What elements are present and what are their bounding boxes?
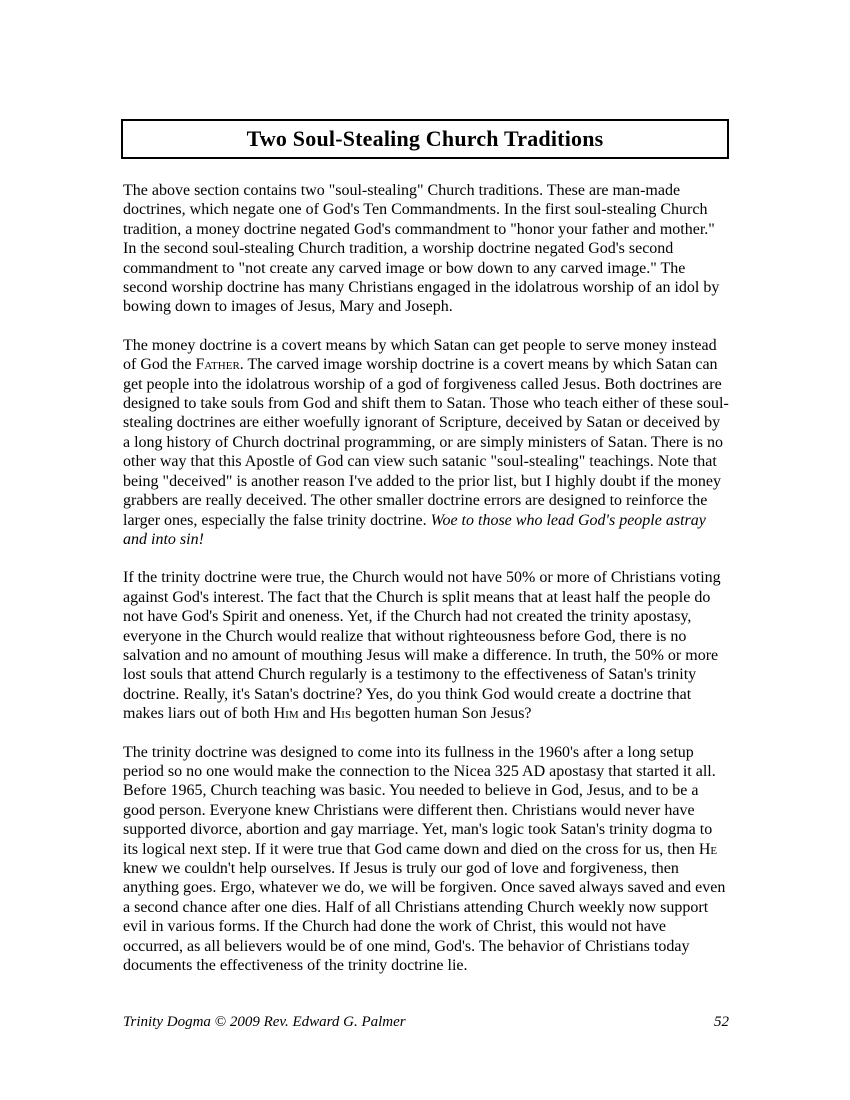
- section-title: Two Soul-Stealing Church Traditions: [246, 126, 604, 151]
- text-run: His: [329, 705, 352, 723]
- paragraph-1: [123, 181, 729, 317]
- page-footer: [123, 1014, 729, 1031]
- footer-book-credit: Trinity Dogma © 2009 Rev. Edward G. Palmer: [123, 1014, 406, 1030]
- text-run: Father: [195, 356, 240, 374]
- text-run: The trinity doctrine was designed to come into its fullness in the 1960's after a long setup period so no one would make the connection to the Nicea 325 AD apostasy that started it all. Before 1965, Church teaching was basic. You needed to believe in God, Jesus, and to be a good person. Everyone knew Christians were different then. Christians would never have supported divorce, abortion and gay marriage. Yet, man's logic took Satan's trinity dogma to its logical next step. If it were true that God came down and died on the cross for us, then: [123, 743, 716, 858]
- paragraph-2: [123, 336, 729, 549]
- text-run: and: [298, 705, 330, 723]
- text-run: He: [698, 840, 718, 858]
- text-run: begotten human Son Jesus?: [351, 705, 532, 723]
- text-run: knew we couldn't help ourselves. If Jesus is truly our god of love and forgiveness, then anything goes. Ergo, whatever we do, we will be forgiven. Once saved always saved and even a second chance after one dies. Half of all Christians attending Church weekly now support evil in various forms. If the Church had done the work of Christ, this would not have occurred, as all believers would be of one mind, God's. The behavior of Christians today documents the effectiveness of the trinity doctrine lie.: [123, 860, 726, 975]
- footer-page-number: 52: [714, 1014, 729, 1030]
- body-text: [123, 181, 729, 994]
- text-run: The money doctrine is a covert means by which Satan can get people to serve money instead of God the: [123, 336, 717, 374]
- paragraph-3: [123, 568, 729, 723]
- text-run: . The carved image worship doctrine is a covert means by which Satan can get people into the idolatrous worship of a god of forgiveness called Jesus. Both doctrines are designed to take souls from God and shift them to Satan. Those who teach either of these soul-stealing doctrines are either woefully ignorant of Scripture, deceived by Satan or deceived by a long history of Church doctrinal programming, or are simply ministers of Satan. There is no other way that this Apostle of God can view such satanic "soul-stealing" teachings. Note that being "deceived" is another reason I've added to the prior list, but I highly doubt if the money grabbers are really deceived. The other smaller doctrine errors are designed to reinforce the larger ones, especially the false trinity doctrine.: [123, 356, 729, 529]
- text-run: If the trinity doctrine were true, the Church would not have 50% or more of Christians voting against God's interest. The fact that the Church is split means that at least half the people do not have God's Spirit and oneness. Yet, if the Church had not created the trinity apostasy, everyone in the Church would realize that without righteousness before God, there is no salvation and no amount of mouthing Jesus will make a difference. In truth, the 50% or more lost souls that attend Church regularly is a testimony to the effectiveness of Satan's trinity doctrine. Really, it's Satan's doctrine? Yes, do you think God would create a doctrine that makes liars out of both: [123, 569, 721, 723]
- text-run: Woe to those who lead God's people astray and into sin!: [123, 511, 706, 548]
- paragraph-4: [123, 743, 729, 976]
- text-run: Him: [273, 705, 299, 723]
- section-title-box: [121, 119, 729, 159]
- text-run: The above section contains two "soul-stealing" Church traditions. These are man-made doctrines, which negate one of God's Ten Commandments. In the first soul-stealing Church tradition, a money doctrine negated God's commandment to "honor your father and mother." In the second soul-stealing Church tradition, a worship doctrine negated God's second commandment to "not create any carved image or bow down to any carved image." The second worship doctrine has many Christians engaged in the idolatrous worship of an idol by bowing down to images of Jesus, Mary and Joseph.: [123, 182, 720, 316]
